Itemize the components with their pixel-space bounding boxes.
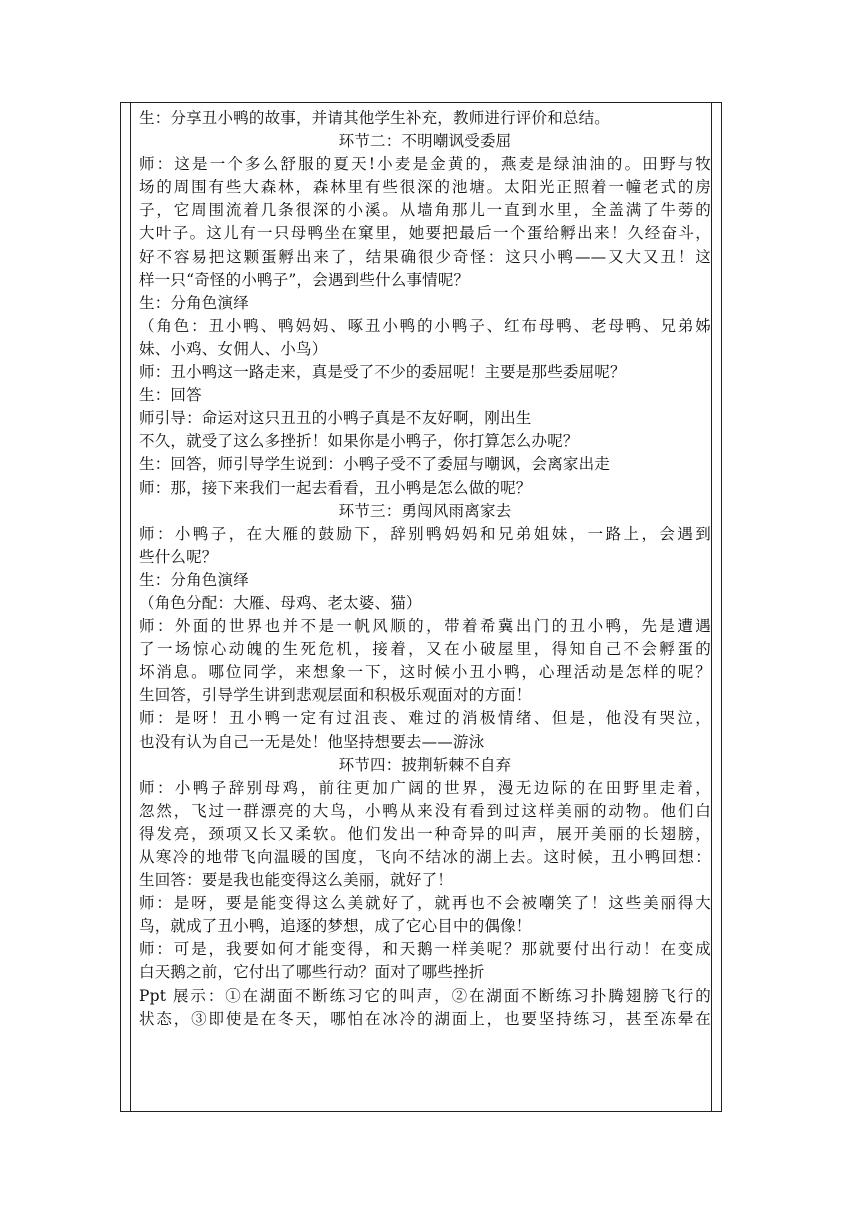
text-line: 样一只“奇怪的小鸭子”，会遇到些什么事情呢？ (139, 270, 470, 289)
text-line: 白天鹅之前，它付出了哪些行动？面对了哪些挫折 (139, 963, 485, 982)
text-line: 生：分角色演绎 (139, 293, 249, 312)
section-heading: 环节四：披荆斩棘不自弃 (338, 755, 512, 774)
section-heading: 环节二：不明嘲讽受委屈 (338, 132, 512, 151)
text-line: 生：回答 (139, 386, 202, 405)
text-line: 了一场惊心动魄的生死危机，接着，又在小破屋里，得知自己不会孵蛋的 (139, 640, 711, 659)
text-line: 生回答，引导学生讲到悲观层面和积极乐观面对的方面！ (139, 686, 532, 705)
text-line: 生：分角色演绎 (139, 570, 249, 589)
text-line: 不久，就受了这么多挫折！如果你是小鸭子，你打算怎么办呢？ (139, 432, 579, 451)
text-line: 从寒冷的地带飞向温暖的国度，飞向不结冰的湖上去。这时候，丑小鸭回想： (139, 848, 711, 866)
text-line: 师：小鸭子辞别母鸡，前往更加广阔的世界，漫无边际的在田野里走着， (139, 778, 711, 797)
text-line: 得发亮，颈项又长又柔软。他们发出一种奇异的叫声，展开美丽的长翅膀， (139, 824, 711, 843)
text-line: 师：这是一个多么舒服的夏天!小麦是金黄的，燕麦是绿油油的。田野与牧 (139, 155, 711, 174)
text-line: 子，它周围流着几条很深的小溪。从墙角那儿一直到水里，全盖满了牛蒡的 (139, 201, 711, 220)
text-line: 妹、小鸡、女佣人、小鸟） (139, 339, 328, 358)
table-left-inner-border (130, 103, 131, 1111)
text-line: 师：小鸭子，在大雁的鼓励下，辞别鸭妈妈和兄弟姐妹，一路上，会遇到 (139, 524, 711, 543)
text-line: 师：外面的世界也并不是一帆风顺的，带着希冀出门的丑小鸭，先是遭遇 (139, 617, 711, 636)
text-line: 生：回答，师引导学生说到：小鸭子受不了委屈与嘲讽，会离家出走 (139, 455, 611, 474)
text-line: 大叶子。这儿有一只母鸭坐在窠里，她要把最后一个蛋给孵出来！久经奋斗， (139, 224, 711, 243)
text-line: 师：可是，我要如何才能变得，和天鹅一样美呢？那就要付出行动！在变成 (139, 940, 711, 959)
text-line: 鸟，就成了丑小鸭，追逐的梦想，成了它心目中的偶像！ (139, 917, 532, 936)
text-line: 生回答：要是我也能变得这么美丽，就好了！ (139, 871, 454, 890)
text-line: 师：是呀！丑小鸭一定有过沮丧、难过的消极情绪、但是，他没有哭泣， (139, 709, 711, 728)
lesson-text-cell (139, 107, 711, 1031)
text-line: Ppt 展示：①在湖面不断练习它的叫声，②在湖面不断练习扑腾翅膀飞行的 (139, 986, 711, 1005)
section-heading: 环节三：勇闯风雨离家去 (338, 501, 512, 520)
text-line: 些什么呢？ (139, 547, 218, 566)
text-line: 师：那，接下来我们一起去看看，丑小鸭是怎么做的呢？ (139, 478, 532, 497)
text-line: 生：分享丑小鸭的故事，并请其他学生补充，教师进行评价和总结。 (139, 109, 611, 127)
text-line: （角色：丑小鸭、鸭妈妈、啄丑小鸭的小鸭子、红布母鸭、老母鸭、兄弟姊 (139, 316, 711, 335)
text-line: 忽然，飞过一群漂亮的大鸟，小鸭从来没有看到过这样美丽的动物。他们白 (139, 801, 711, 820)
text-line: 坏消息。哪位同学，来想象一下，这时候小丑小鸭，心理活动是怎样的呢？ (139, 663, 711, 682)
text-line: 师引导：命运对这只丑丑的小鸭子真是不友好啊，刚出生 (139, 409, 532, 428)
text-line: 场的周围有些大森林，森林里有些很深的池塘。太阳光正照着一幢老式的房 (139, 178, 711, 197)
text-line: （角色分配：大雁、母鸡、老太婆、猫） (139, 593, 422, 612)
text-line: 师：丑小鸭这一路走来，真是受了不少的委屈呢！主要是那些委屈呢？ (139, 363, 626, 382)
text-line: 也没有认为自己一无是处！他坚持想要去——游泳 (139, 732, 485, 751)
text-line: 状态，③即使是在冬天，哪怕在冰冷的湖面上，也要坚持练习，甚至冻晕在 (139, 1009, 711, 1028)
table-right-inner-border (711, 103, 712, 1111)
lesson-plan-table (120, 102, 722, 1112)
text-line: 好不容易把这颗蛋孵出来了，结果确很少奇怪：这只小鸭——又大又丑！这 (139, 247, 711, 266)
text-line: 师：是呀，要是能变得这么美就好了，就再也不会被嘲笑了！这些美丽得大 (139, 894, 711, 913)
